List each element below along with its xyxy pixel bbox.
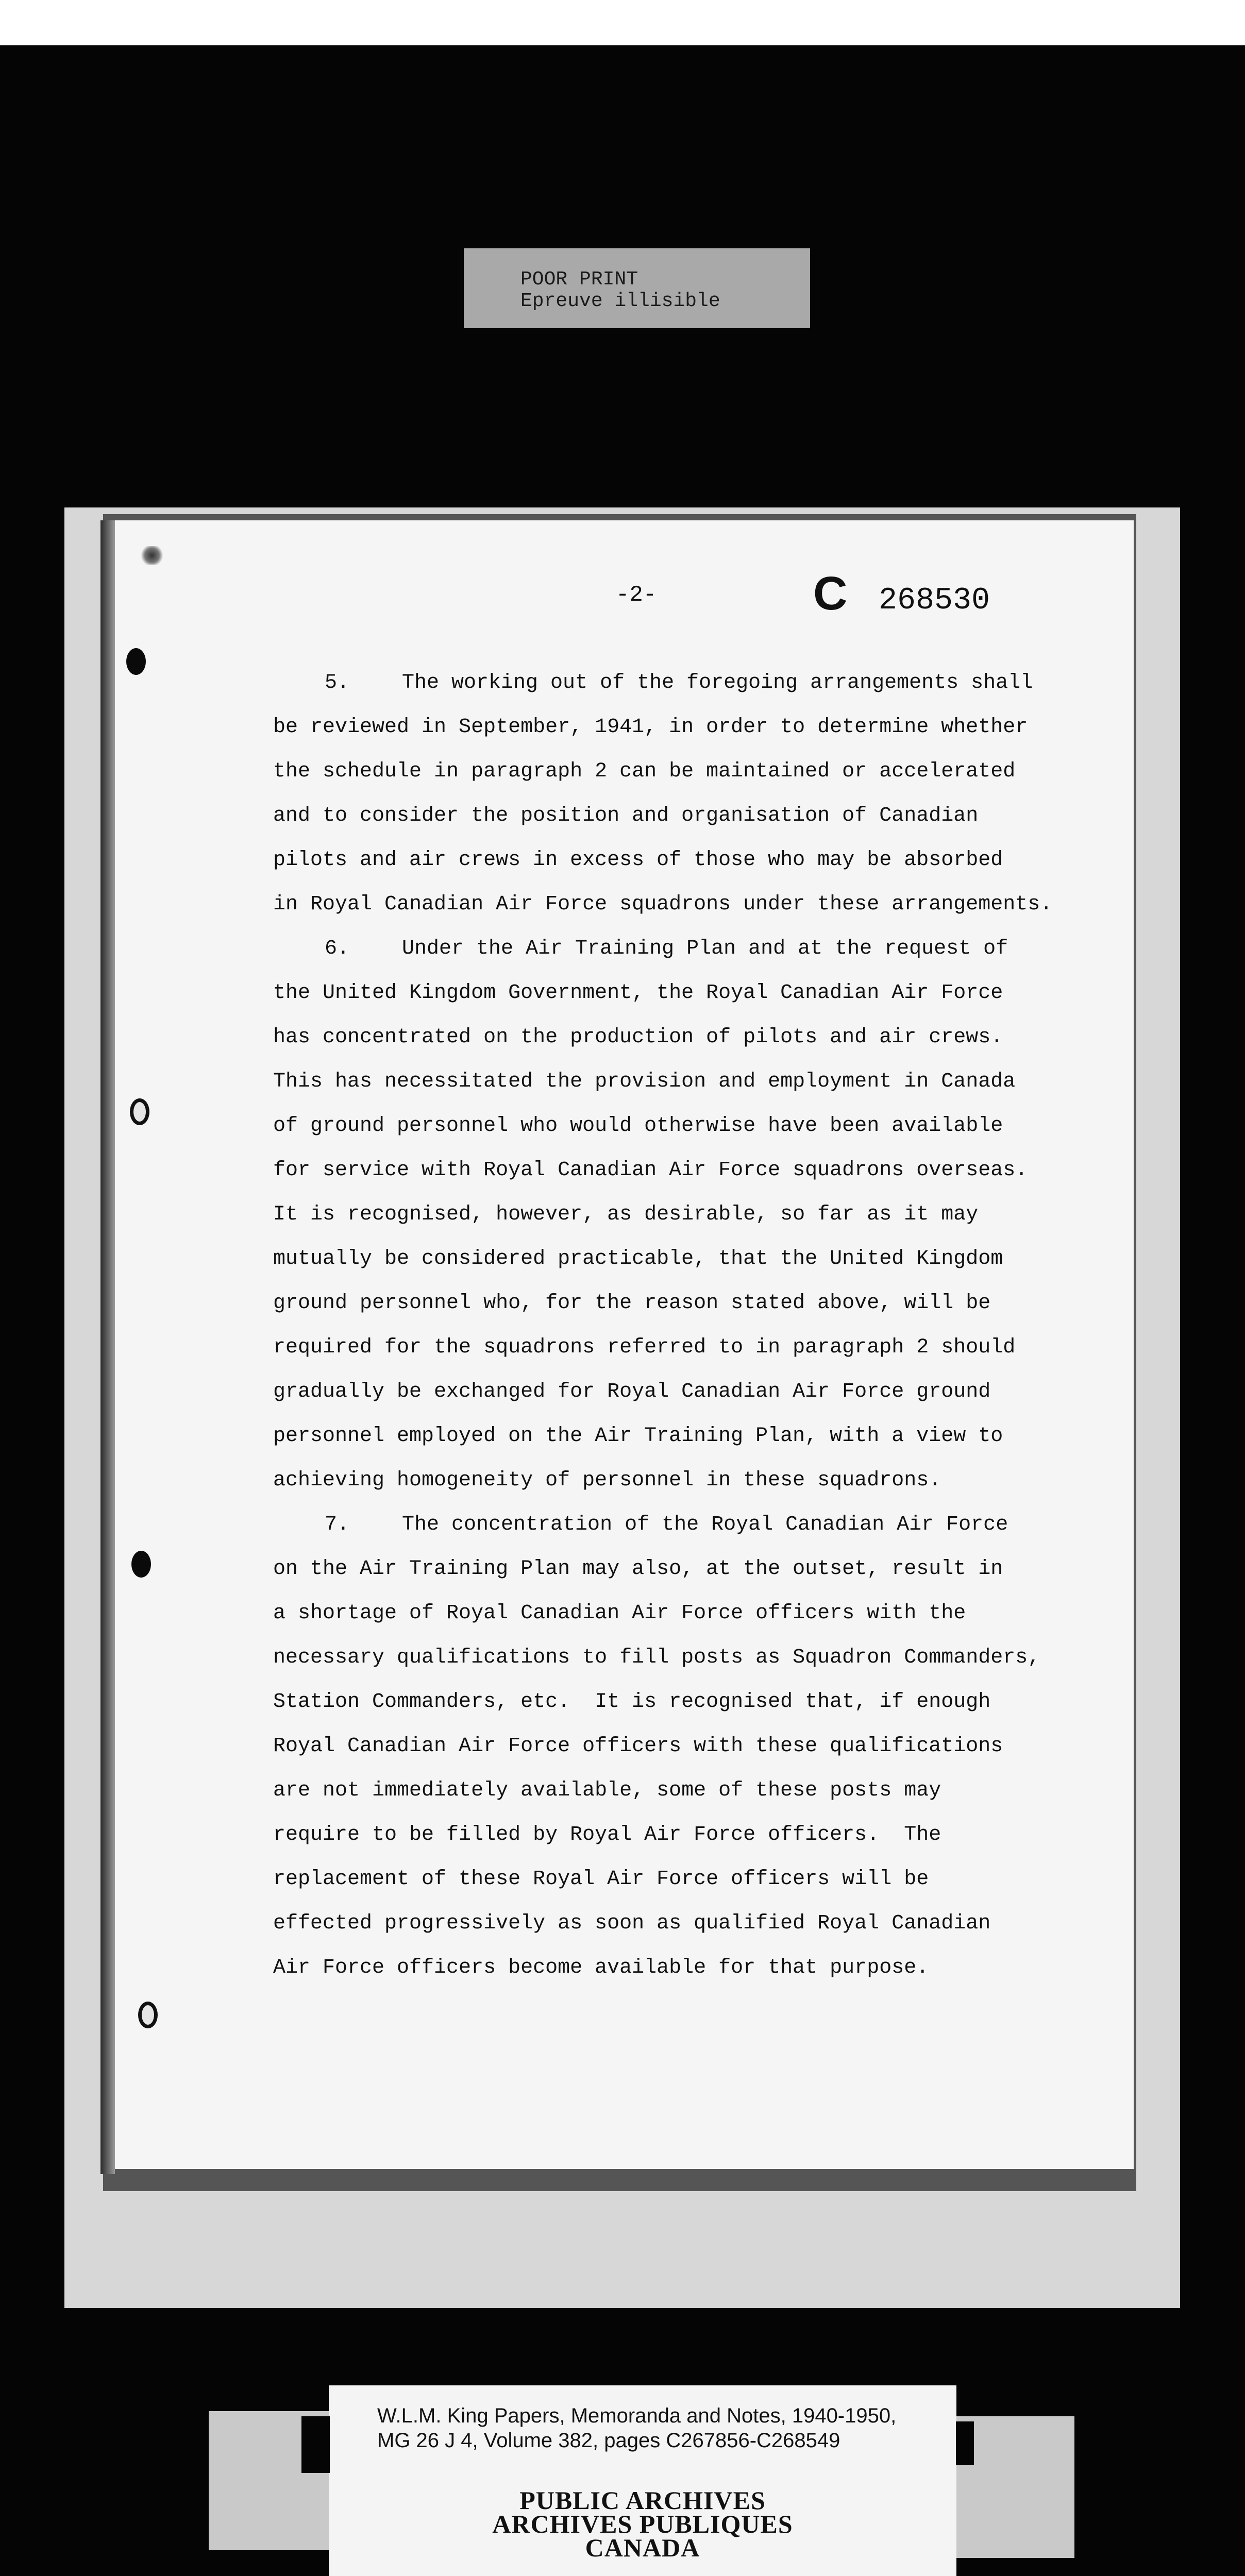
line-text: ground personnel who, for the reason stated above, will be — [273, 1292, 991, 1315]
citation-line-1: W.L.M. King Papers, Memoranda and Notes, 1940-1950, — [377, 2404, 897, 2427]
line-text: It is recognised, however, as desirable, so far as it may — [273, 1203, 979, 1226]
line-text: mutually be considered practicable, that the United Kingdom — [273, 1247, 1003, 1270]
document-line — [273, 1512, 1103, 1538]
line-text: effected progressively as soon as qualified Royal Canadian — [273, 1912, 991, 1935]
document-line — [273, 803, 1103, 829]
archive-stamp-number: 268530 — [879, 583, 990, 618]
document-line — [273, 847, 1103, 874]
document-line — [273, 1733, 1103, 1760]
document-line — [273, 936, 1103, 962]
line-text: personnel employed on the Air Training Plan, with a view to — [273, 1425, 1003, 1448]
line-text: require to be filled by Royal Air Force officers. The — [273, 1823, 941, 1846]
line-text: pilots and air crews in excess of those who may be absorbed — [273, 849, 1003, 872]
document-line — [273, 670, 1103, 697]
page-number: -2- — [616, 582, 657, 608]
document-line — [273, 758, 1103, 785]
document-line — [273, 1645, 1103, 1671]
document-line — [273, 1955, 1103, 1981]
line-text: The working out of the foregoing arrangements shall — [402, 671, 1033, 694]
poor-print-label-fr: Epreuve illisible — [520, 290, 720, 312]
document-line — [273, 1201, 1103, 1228]
line-text: required for the squadrons referred to in paragraph 2 should — [273, 1336, 1016, 1359]
poor-print-label-en: POOR PRINT — [520, 268, 638, 291]
ink-smudge — [139, 546, 165, 565]
line-text: for service with Royal Canadian Air Force squadrons overseas. — [273, 1159, 1028, 1182]
document-line — [273, 1556, 1103, 1583]
document-line — [273, 980, 1103, 1007]
line-text: on the Air Training Plan may also, at the outset, result in — [273, 1557, 1003, 1581]
line-text: of ground personnel who would otherwise have been available — [273, 1114, 1003, 1138]
line-text: a shortage of Royal Canadian Air Force officers with the — [273, 1602, 966, 1625]
line-text: The concentration of the Royal Canadian Air Force — [402, 1513, 1008, 1536]
document-line — [273, 1290, 1103, 1317]
punch-hole — [138, 2002, 158, 2028]
citation-line-2: MG 26 J 4, Volume 382, pages C267856-C268549 — [377, 2429, 840, 2452]
label-notch-right — [956, 2421, 974, 2465]
line-text: be reviewed in September, 1941, in order to determine whether — [273, 716, 1028, 739]
document-line — [273, 1866, 1103, 1893]
document-line — [273, 1379, 1103, 1405]
punch-hole — [126, 648, 146, 675]
document-line — [273, 1467, 1103, 1494]
line-text: necessary qualifications to fill posts as Squadron Commanders, — [273, 1646, 1040, 1669]
punch-hole — [131, 1551, 151, 1578]
document-line — [273, 1113, 1103, 1140]
line-text: are not immediately available, some of these posts may — [273, 1779, 941, 1802]
line-text: in Royal Canadian Air Force squadrons under these arrangements. — [273, 893, 1053, 916]
line-text: has concentrated on the production of pilots and air crews. — [273, 1026, 1003, 1049]
line-text: and to consider the position and organisation of Canadian — [273, 804, 979, 827]
line-text: replacement of these Royal Air Force officers will be — [273, 1868, 929, 1891]
line-text: Under the Air Training Plan and at the request of — [402, 937, 1008, 960]
document-line — [273, 1334, 1103, 1361]
line-text: Air Force officers become available for that purpose. — [273, 1956, 929, 1979]
document-line — [273, 1822, 1103, 1849]
archive-country: CANADA — [585, 2533, 700, 2562]
line-text: Station Commanders, etc. It is recognised that, if enough — [273, 1690, 991, 1714]
line-text: the schedule in paragraph 2 can be maintained or accelerated — [273, 760, 1016, 783]
paragraph-number: 6. — [325, 937, 350, 960]
document-line — [273, 1024, 1103, 1051]
paragraph-number: 7. — [325, 1513, 350, 1536]
line-text: the United Kingdom Government, the Royal Canadian Air Force — [273, 981, 1003, 1005]
line-text: gradually be exchanged for Royal Canadian Air Force ground — [273, 1380, 991, 1403]
line-text: Royal Canadian Air Force officers with these qualifications — [273, 1735, 1003, 1758]
archive-stamp-letter: C — [813, 567, 848, 620]
document-line — [273, 1157, 1103, 1184]
poor-print-slip — [464, 248, 810, 328]
document-line — [273, 1600, 1103, 1627]
document-line — [273, 1423, 1103, 1450]
punch-hole — [130, 1098, 149, 1125]
archive-name-fr: ARCHIVES PUBLIQUES — [492, 2510, 793, 2538]
paragraph-number: 5. — [325, 671, 350, 694]
archive-name-en: PUBLIC ARCHIVES — [519, 2486, 766, 2515]
document-line — [273, 891, 1103, 918]
document-line — [273, 1246, 1103, 1273]
label-notch-left — [301, 2416, 330, 2473]
document-line — [273, 714, 1103, 741]
document-line — [273, 1689, 1103, 1716]
document-line — [273, 1910, 1103, 1937]
document-line — [273, 1069, 1103, 1095]
line-text: achieving homogeneity of personnel in these squadrons. — [273, 1469, 941, 1492]
line-text: This has necessitated the provision and employment in Canada — [273, 1070, 1016, 1093]
binding-edge — [100, 520, 115, 2174]
document-line — [273, 1777, 1103, 1804]
